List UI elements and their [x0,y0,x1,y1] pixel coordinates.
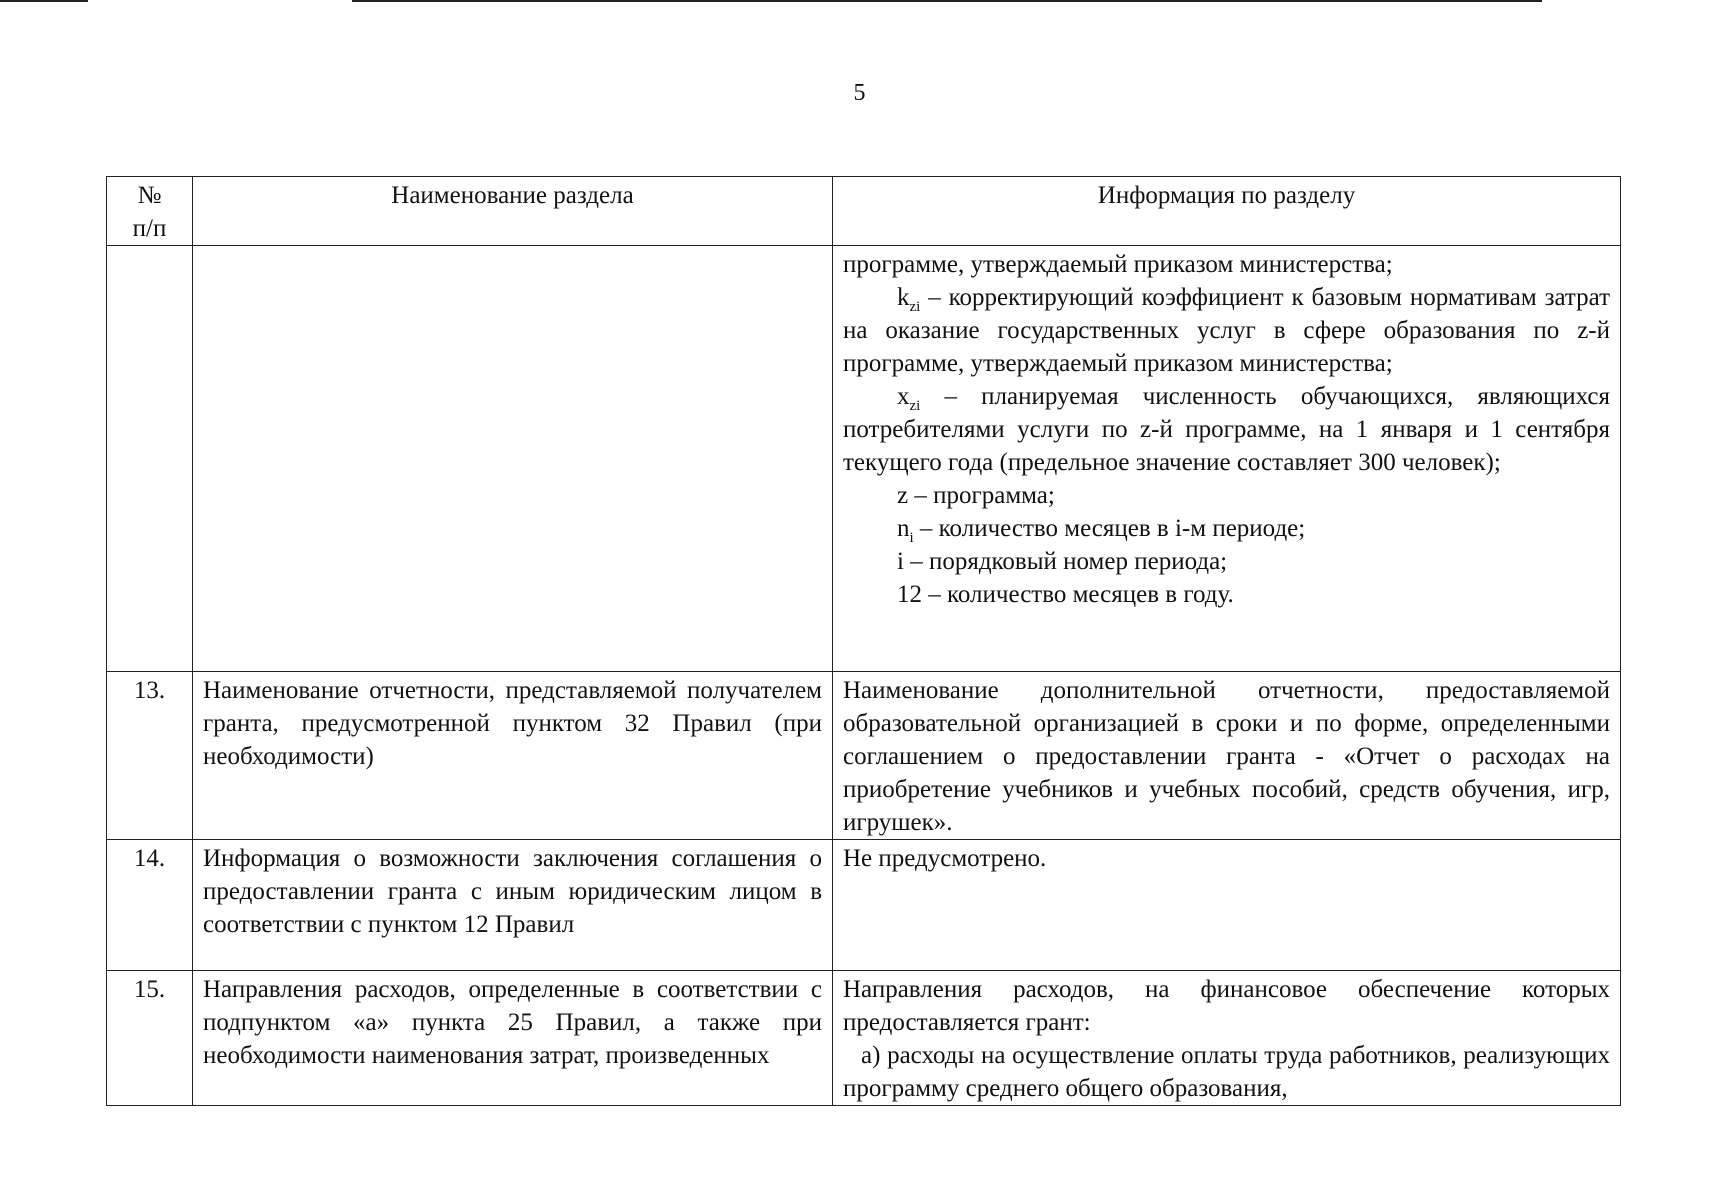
cell-name: Наименование отчетности, представляемой получателем гранта, предусмотренной пунктом 32 Правил (при необходимости) [193,672,833,840]
symbol-n: n [897,515,910,542]
table-row-continuation [107,246,1621,672]
cell-info: Не предусмотрено. [833,840,1621,971]
table-row [107,971,1621,1106]
info-line-k [843,281,1610,380]
header-section-info: Информация по разделу [833,177,1621,246]
header-number-abbr: п/п [132,215,167,242]
header-section-name: Наименование раздела [193,177,833,246]
info-line-i: i – порядковый номер периода; [897,548,1228,575]
table-row [107,672,1621,840]
n-definition: – количество месяцев в i-м периоде; [919,515,1306,542]
symbol-n-subscript: i [909,530,914,546]
table-row [107,840,1621,971]
cell-number: 13. [107,672,193,840]
symbol-k: k [897,284,910,311]
symbol-x: x [897,383,910,410]
cell-name-empty [193,246,833,672]
info-line: программе, утверждаемый приказом министерства; [843,251,1393,278]
table-header-row [107,177,1621,246]
info-paragraph: Направления расходов, на финансовое обеспечение которых предоставляется грант: [843,976,1610,1036]
k-definition: – корректирующий коэффициент к базовым нормативам затрат на оказание государственных услуг в сфере образования по z-й программе, утверждаемый приказом министерства; [843,284,1610,377]
scan-edge-line-left [0,0,88,2]
header-number-symbol: № [137,182,162,209]
info-line-12: 12 – количество месяцев в году. [897,581,1234,608]
x-definition: – планируемая численность обучающихся, являющихся потребителями услуги по z-й программе, на 1 января и 1 сентября текущего года (предельное значение составляет 300 человек); [843,383,1610,476]
info-line-z: z – программа; [897,482,1055,509]
symbol-k-subscript: zi [909,299,921,315]
cell-number-empty [107,246,193,672]
cell-info [833,971,1621,1106]
cell-number: 14. [107,840,193,971]
info-line-n [843,512,1610,545]
header-number [107,177,193,246]
cell-number: 15. [107,971,193,1106]
document-table [106,176,1621,1106]
info-line-x [843,380,1610,479]
scan-edge-line-right [352,0,1542,2]
symbol-x-subscript: zi [909,398,921,414]
cell-info: Наименование дополнительной отчетности, предоставляемой образовательной организацией в сроки и по форме, определенными соглашением о предоставлении гранта - «Отчет о расходах на приобретение учебников и учебных пособий, средств обучения, игр, игрушек». [833,672,1621,840]
cell-name: Информация о возможности заключения соглашения о предоставлении гранта с иным юридическим лицом в соответствии с пунктом 12 Правил [193,840,833,971]
info-paragraph: а) расходы на осуществление оплаты труда работников, реализующих программу среднего общего образования, [843,1042,1610,1102]
cell-info-continuation [833,246,1621,672]
page-number: 5 [853,80,866,106]
cell-name: Направления расходов, определенные в соответствии с подпунктом «а» пункта 25 Правил, а также при необходимости наименования затрат, произведенных [193,971,833,1106]
